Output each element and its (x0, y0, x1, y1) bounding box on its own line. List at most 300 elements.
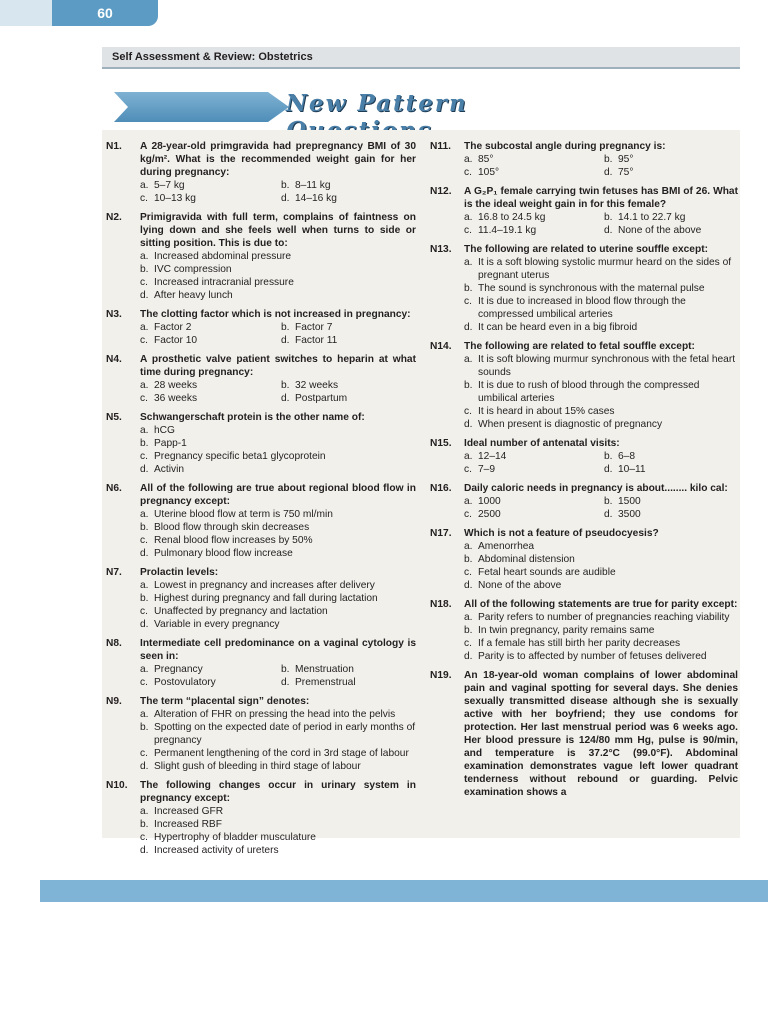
option-item (464, 579, 738, 592)
option-text: Parity refers to number of pregnancies reaching viability (478, 612, 730, 623)
option-letter: a. (464, 496, 473, 507)
option-item (464, 295, 738, 321)
option-item (464, 637, 738, 650)
option-item (464, 405, 738, 418)
options-list (140, 250, 416, 302)
question-item (106, 411, 416, 476)
question-item (106, 695, 416, 773)
option-letter: a. (140, 425, 149, 436)
option-text: Parity is to affected by number of fetuses delivered (478, 651, 707, 662)
section-title: New Pattern (286, 90, 468, 117)
option-letter: c. (140, 277, 148, 288)
question-text: Ideal number of antenatal visits: (464, 438, 620, 449)
option-text: It can be heard even in a big fibroid (478, 322, 638, 333)
option-letter: b. (604, 154, 613, 165)
option-item (464, 379, 738, 405)
options-list (464, 211, 738, 237)
option-letter: b. (464, 625, 473, 636)
option-item (464, 211, 598, 224)
option-item (464, 650, 738, 663)
option-item (140, 263, 416, 276)
option-item (140, 721, 416, 747)
options-list (464, 611, 738, 663)
banner-arrow-shape (114, 92, 289, 122)
option-item (464, 153, 598, 166)
question-number: N4. (106, 354, 122, 365)
question-number: N18. (430, 599, 452, 610)
option-item (464, 495, 598, 508)
option-letter: d. (281, 193, 290, 204)
option-letter: a. (140, 806, 149, 817)
question-text: Daily caloric needs in pregnancy is about........ kilo cal: (464, 483, 728, 494)
question-text: The following are related to uterine souffle except: (464, 244, 708, 255)
option-letter: b. (604, 212, 613, 223)
option-text: Papp-1 (154, 438, 187, 449)
option-text: 85° (478, 154, 494, 165)
option-text: Factor 10 (154, 335, 198, 346)
option-letter: b. (140, 438, 149, 449)
question-item (430, 598, 738, 663)
option-letter: d. (281, 393, 290, 404)
option-item (604, 495, 738, 508)
option-letter: a. (464, 154, 473, 165)
option-letter: a. (464, 451, 473, 462)
option-letter: c. (464, 406, 472, 417)
option-letter: a. (464, 612, 473, 623)
option-item (464, 166, 598, 179)
question-number: N1. (106, 141, 122, 152)
option-text: hCG (154, 425, 175, 436)
option-item (140, 805, 416, 818)
option-item (140, 276, 416, 289)
option-item (604, 224, 738, 237)
option-item (281, 379, 416, 392)
option-text: After heavy lunch (154, 290, 233, 301)
option-text: It is heard in about 15% cases (478, 406, 615, 417)
question-item (430, 482, 738, 521)
option-letter: b. (140, 593, 149, 604)
option-item (464, 224, 598, 237)
option-item (140, 618, 416, 631)
question-text: All of the following are true about regional blood flow in pregnancy except: (140, 483, 416, 507)
options-list (140, 708, 416, 773)
option-letter: c. (140, 832, 148, 843)
options-list (464, 153, 738, 179)
question-number: N7. (106, 567, 122, 578)
question-text: The following are related to fetal souffle except: (464, 341, 695, 352)
running-header: Self Assessment & Review: Obstetrics (102, 47, 740, 69)
question-text: All of the following statements are true for parity except: (464, 599, 738, 610)
option-item (604, 450, 738, 463)
option-item (281, 321, 416, 334)
option-letter: c. (464, 567, 472, 578)
option-text: Factor 2 (154, 322, 192, 333)
option-text: Premenstrual (295, 677, 356, 688)
options-list (464, 495, 738, 521)
option-text: It is due to rush of blood through the compressed umbilical arteries (478, 380, 700, 404)
option-item (464, 463, 598, 476)
option-item (464, 540, 738, 553)
option-letter: b. (464, 380, 473, 391)
question-item (106, 779, 416, 857)
option-letter: a. (464, 354, 473, 365)
option-letter: c. (464, 225, 472, 236)
left-column (106, 140, 416, 863)
option-letter: c. (464, 296, 472, 307)
option-text: Uterine blood flow at term is 750 ml/min (154, 509, 333, 520)
options-list (140, 321, 416, 347)
option-letter: b. (281, 664, 290, 675)
option-letter: d. (464, 419, 473, 430)
question-number: N6. (106, 483, 122, 494)
options-list (464, 256, 738, 334)
option-text: Menstruation (295, 664, 354, 675)
question-item (106, 140, 416, 205)
options-list (140, 508, 416, 560)
option-item (140, 379, 275, 392)
option-text: When present is diagnostic of pregnancy (478, 419, 663, 430)
option-text: 105° (478, 167, 500, 178)
option-letter: d. (604, 464, 613, 475)
option-text: 14.1 to 22.7 kg (618, 212, 686, 223)
option-letter: d. (464, 580, 473, 591)
option-letter: a. (140, 580, 149, 591)
option-letter: a. (464, 541, 473, 552)
option-text: Increased GFR (154, 806, 224, 817)
question-number: N16. (430, 483, 452, 494)
question-item (430, 140, 738, 179)
option-letter: b. (281, 180, 290, 191)
option-item (140, 508, 416, 521)
option-item (464, 256, 738, 282)
option-letter: c. (464, 509, 472, 520)
option-item (140, 534, 416, 547)
option-item (140, 392, 275, 405)
option-letter: d. (281, 335, 290, 346)
question-number: N9. (106, 696, 122, 707)
option-item (464, 353, 738, 379)
option-text: Hypertrophy of bladder musculature (154, 832, 316, 843)
options-list (140, 579, 416, 631)
option-item (281, 179, 416, 192)
corner-tint (0, 0, 52, 26)
question-item (106, 211, 416, 302)
option-letter: a. (464, 257, 473, 268)
option-item (140, 592, 416, 605)
option-letter: a. (140, 709, 149, 720)
option-letter: b. (140, 819, 149, 830)
option-letter: b. (140, 722, 149, 733)
option-letter: c. (140, 451, 148, 462)
option-letter: d. (464, 322, 473, 333)
option-letter: b. (604, 451, 613, 462)
question-number: N17. (430, 528, 452, 539)
question-text: The clotting factor which is not increased in pregnancy: (140, 309, 411, 320)
option-item (464, 282, 738, 295)
option-text: Blood flow through skin decreases (154, 522, 310, 533)
option-letter: d. (140, 761, 149, 772)
option-letter: d. (604, 509, 613, 520)
option-letter: d. (140, 548, 149, 559)
right-column (430, 140, 738, 805)
option-text: 8–11 kg (295, 180, 331, 191)
option-letter: b. (140, 522, 149, 533)
option-text: Postpartum (295, 393, 348, 404)
option-letter: d. (281, 677, 290, 688)
option-text: Factor 11 (295, 335, 338, 346)
option-letter: d. (140, 290, 149, 301)
option-item (604, 153, 738, 166)
option-item (140, 747, 416, 760)
option-item (140, 818, 416, 831)
question-item (430, 669, 738, 799)
option-text: Activin (154, 464, 185, 475)
option-item (604, 508, 738, 521)
option-item (140, 192, 275, 205)
option-item (604, 166, 738, 179)
option-text: 3500 (618, 509, 641, 520)
option-item (140, 521, 416, 534)
option-text: The sound is synchronous with the maternal pulse (478, 283, 705, 294)
question-text: A G₂P₁ female carrying twin fetuses has BMI of 26. What is the ideal weight gain in for this female? (464, 186, 738, 210)
options-list (464, 540, 738, 592)
question-text: Schwangerschaft protein is the other name of: (140, 412, 365, 423)
option-letter: c. (464, 167, 472, 178)
option-text: 14–16 kg (295, 193, 337, 204)
option-text: 1000 (478, 496, 501, 507)
option-text: It is a soft blowing systolic murmur heard on the sides of pregnant uterus (478, 257, 732, 281)
option-letter: d. (140, 845, 149, 856)
option-text: 28 weeks (154, 380, 198, 391)
option-letter: c. (140, 606, 148, 617)
question-item (106, 566, 416, 631)
option-item (140, 334, 275, 347)
option-item (464, 553, 738, 566)
option-text: Increased RBF (154, 819, 222, 830)
section-banner (114, 92, 594, 122)
option-item (140, 450, 416, 463)
option-item (140, 579, 416, 592)
option-letter: c. (140, 393, 148, 404)
question-number: N2. (106, 212, 122, 223)
option-item (140, 663, 275, 676)
option-letter: a. (140, 380, 149, 391)
option-letter: d. (604, 225, 613, 236)
question-text: A prosthetic valve patient switches to heparin at what time during pregnancy: (140, 354, 416, 378)
option-item (140, 605, 416, 618)
option-text: It is due to increased in blood flow through the compressed umbilical arteries (478, 296, 686, 320)
option-letter: d. (140, 464, 149, 475)
option-item (281, 192, 416, 205)
question-number: N14. (430, 341, 452, 352)
question-item (430, 340, 738, 431)
option-text: 32 weeks (295, 380, 339, 391)
option-text: Highest during pregnancy and fall during lactation (154, 593, 378, 604)
option-text: Permanent lengthening of the cord in 3rd stage of labour (154, 748, 409, 759)
option-item (140, 831, 416, 844)
option-text: Unaffected by pregnancy and lactation (154, 606, 328, 617)
page-number: 60 (52, 0, 158, 26)
question-item (106, 482, 416, 560)
option-item (281, 334, 416, 347)
option-letter: c. (464, 638, 472, 649)
question-text: Intermediate cell predominance on a vaginal cytology is seen in: (140, 638, 416, 662)
option-text: Lowest in pregnancy and increases after delivery (154, 580, 375, 591)
option-letter: a. (140, 322, 149, 333)
option-text: None of the above (618, 225, 702, 236)
option-text: Increased intracranial pressure (154, 277, 294, 288)
option-text: 16.8 to 24.5 kg (478, 212, 546, 223)
option-text: None of the above (478, 580, 562, 591)
option-item (464, 566, 738, 579)
question-item (430, 437, 738, 476)
options-list (140, 379, 416, 405)
question-text: The following changes occur in urinary system in pregnancy except: (140, 780, 416, 804)
option-letter: a. (464, 212, 473, 223)
option-letter: a. (140, 180, 149, 191)
option-letter: b. (604, 496, 613, 507)
options-list (464, 450, 738, 476)
option-item (140, 676, 275, 689)
option-item (604, 211, 738, 224)
option-letter: b. (281, 380, 290, 391)
option-text: 2500 (478, 509, 501, 520)
option-text: 10–13 kg (154, 193, 196, 204)
options-list (140, 663, 416, 689)
question-number: N13. (430, 244, 452, 255)
question-number: N5. (106, 412, 122, 423)
question-item (430, 185, 738, 237)
option-letter: b. (140, 264, 149, 275)
option-letter: c. (140, 535, 148, 546)
option-item (464, 321, 738, 334)
option-text: 12–14 (478, 451, 507, 462)
footer-bar (40, 880, 768, 902)
option-text: 10–11 (618, 464, 646, 475)
option-letter: a. (140, 664, 149, 675)
option-letter: c. (140, 748, 148, 759)
question-number: N3. (106, 309, 122, 320)
option-item (140, 463, 416, 476)
option-letter: d. (464, 651, 473, 662)
option-text: Abdominal distension (478, 554, 575, 565)
question-item (430, 243, 738, 334)
option-text: 5–7 kg (154, 180, 185, 191)
option-item (464, 624, 738, 637)
option-text: Amenorrhea (478, 541, 535, 552)
question-text: Primigravida with full term, complains of faintness on lying down and she feels well when turns to side or sitting position. This is due to: (140, 212, 416, 249)
questions-panel (102, 130, 740, 856)
question-text: A 28-year-old primgravida had prepregnancy BMI of 30 kg/m². What is the recommended weight gain for her during pregnancy: (140, 141, 416, 178)
question-number: N8. (106, 638, 122, 649)
option-text: Pregnancy (154, 664, 203, 675)
option-item (464, 611, 738, 624)
option-letter: c. (140, 335, 148, 346)
option-text: Alteration of FHR on pressing the head into the pelvis (154, 709, 396, 720)
option-text: It is soft blowing murmur synchronous with the fetal heart sounds (478, 354, 736, 378)
options-list (140, 805, 416, 857)
option-text: In twin pregnancy, parity remains same (478, 625, 655, 636)
options-list (140, 424, 416, 476)
option-letter: c. (140, 193, 148, 204)
question-item (106, 637, 416, 689)
question-item (430, 527, 738, 592)
option-text: 95° (618, 154, 634, 165)
question-text: The subcostal angle during pregnancy is: (464, 141, 666, 152)
option-text: 7–9 (478, 464, 495, 475)
option-item (140, 250, 416, 263)
question-text: Prolactin levels: (140, 567, 219, 578)
option-text: Increased abdominal pressure (154, 251, 292, 262)
option-item (140, 760, 416, 773)
option-letter: b. (464, 283, 473, 294)
option-text: Renal blood flow increases by 50% (154, 535, 313, 546)
option-text: Fetal heart sounds are audible (478, 567, 616, 578)
option-text: Variable in every pregnancy (154, 619, 280, 630)
option-letter: a. (140, 251, 149, 262)
option-item (281, 392, 416, 405)
option-item (140, 321, 275, 334)
question-number: N11. (430, 141, 451, 152)
option-text: If a female has still birth her parity decreases (478, 638, 681, 649)
question-text: The term “placental sign” denotes: (140, 696, 310, 707)
option-text: Spotting on the expected date of period in early months of pregnancy (154, 722, 416, 746)
question-item (106, 308, 416, 347)
question-number: N10. (106, 780, 128, 791)
question-number: N15. (430, 438, 452, 449)
option-item (140, 437, 416, 450)
option-item (140, 547, 416, 560)
option-item (464, 418, 738, 431)
option-item (140, 844, 416, 857)
options-list (464, 353, 738, 431)
question-text: An 18-year-old woman complains of lower abdominal pain and vaginal spotting for several days. She denies sexually transmitted disease although she is sexually active with her boyfriend; they use condoms for protection. Her last menstrual period was 6 weeks ago. Her blood pressure is 124/80 mm Hg, pulse is 90/min, and temperature is 37.2°C (99.0°F). Abdominal examination demonstrates vague left lower quadrant tenderness without rebound or guarding. Pelvic examination shows a (464, 670, 738, 798)
option-item (140, 708, 416, 721)
option-text: IVC compression (154, 264, 232, 275)
option-letter: b. (464, 554, 473, 565)
option-item (281, 663, 416, 676)
option-letter: c. (140, 677, 148, 688)
option-text: 11.4–19.1 kg (478, 225, 537, 236)
options-list (140, 179, 416, 205)
option-text: Pregnancy specific beta1 glycoprotein (154, 451, 326, 462)
option-letter: c. (464, 464, 472, 475)
option-item (140, 424, 416, 437)
option-text: Postovulatory (154, 677, 216, 688)
option-item (281, 676, 416, 689)
option-text: 1500 (618, 496, 641, 507)
option-letter: b. (281, 322, 290, 333)
question-item (106, 353, 416, 405)
option-item (464, 508, 598, 521)
question-number: N19. (430, 670, 452, 681)
option-item (604, 463, 738, 476)
option-letter: a. (140, 509, 149, 520)
option-item (464, 450, 598, 463)
option-text: Factor 7 (295, 322, 333, 333)
option-text: 75° (618, 167, 634, 178)
question-text: Which is not a feature of pseudocyesis? (464, 528, 659, 539)
option-item (140, 179, 275, 192)
option-text: Slight gush of bleeding in third stage of labour (154, 761, 361, 772)
option-item (140, 289, 416, 302)
option-text: 36 weeks (154, 393, 198, 404)
option-text: Pulmonary blood flow increase (154, 548, 293, 559)
option-text: 6–8 (618, 451, 635, 462)
option-letter: d. (140, 619, 149, 630)
question-number: N12. (430, 186, 452, 197)
option-letter: d. (604, 167, 613, 178)
